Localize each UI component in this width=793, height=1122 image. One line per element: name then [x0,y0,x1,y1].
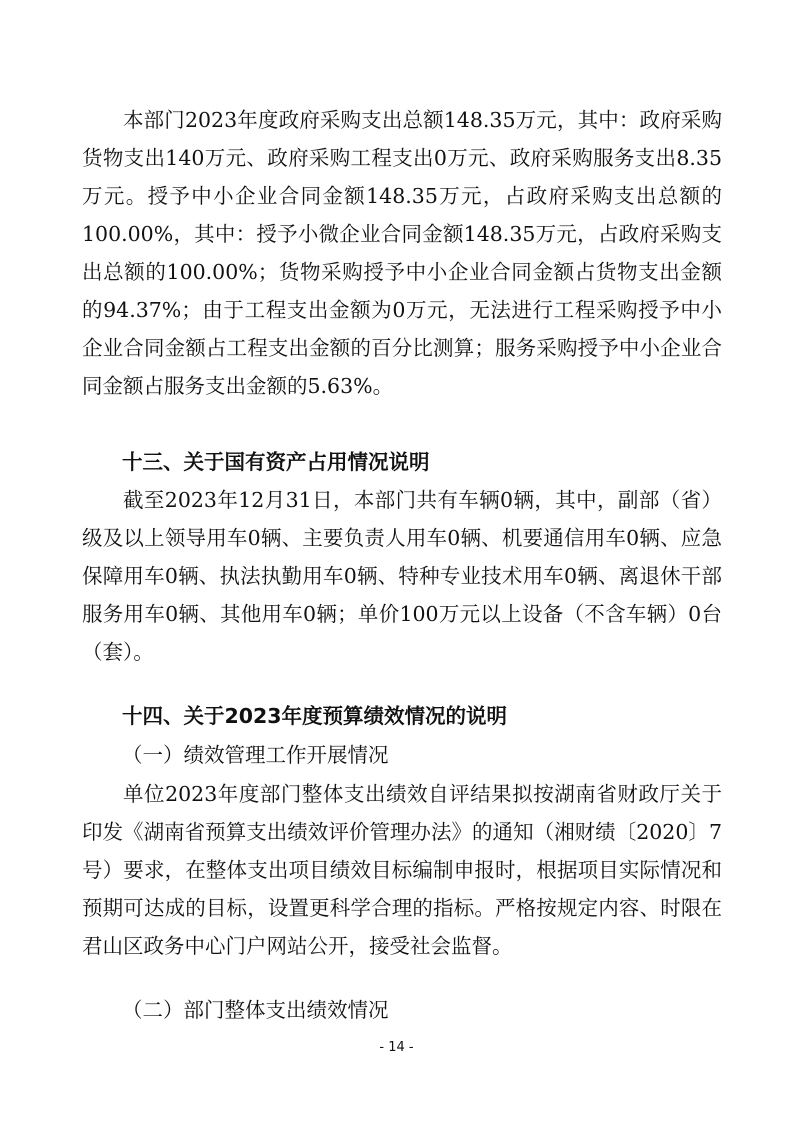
performance-paragraph: 单位2023年度部门整体支出绩效自评结果拟按湖南省财政厅关于印发《湖南省预算支出绩效评价管理办法》的通知（湘财绩〔2020〕7号）要求，在整体支出项目绩效目标编制申报时，根据项目实际情况和预期可达成的目标，设置更科学合理的指标。严格按规定内容、时限在君山区政务中心门户网站公开，接受社会监督。 [82,782,722,958]
section-14-heading: 十四、关于2023年度预算绩效情况的说明 [122,704,508,728]
subheading-overall-expenditure: （二）部门整体支出绩效情况 [122,998,389,1022]
procurement-paragraph: 本部门2023年度政府采购支出总额148.35万元，其中：政府采购货物支出140万元、政府采购工程支出0万元、政府采购服务支出8.35万元。授予中小企业合同金额148.35万元，占政府采购支出总额的100.00%，其中：授予小微企业合同金额148.35万元，占政府采购支出总额的100.00%；货物采购授予中小企业合同金额占货物支出金额的94.37%；由于工程支出金额为0万元，无法进行工程采购授予中小企业合同金额占工程支出金额的百分比测算；服务采购授予中小企业合同金额占服务支出金额的5.63%。 [82,108,722,398]
assets-paragraph: 截至2023年12月31日，本部门共有车辆0辆，其中，副部（省）级及以上领导用车0辆、主要负责人用车0辆、机要通信用车0辆、应急保障用车0辆、执法执勤用车0辆、特种专业技术用车0辆、离退休干部服务用车0辆、其他用车0辆；单价100万元以上设备（不含车辆）0台（套）。 [82,488,722,664]
page-number: - 14 - [379,1040,414,1055]
subheading-performance-management: （一）绩效管理工作开展情况 [122,743,389,767]
section-13-heading: 十三、关于国有资产占用情况说明 [122,450,430,474]
